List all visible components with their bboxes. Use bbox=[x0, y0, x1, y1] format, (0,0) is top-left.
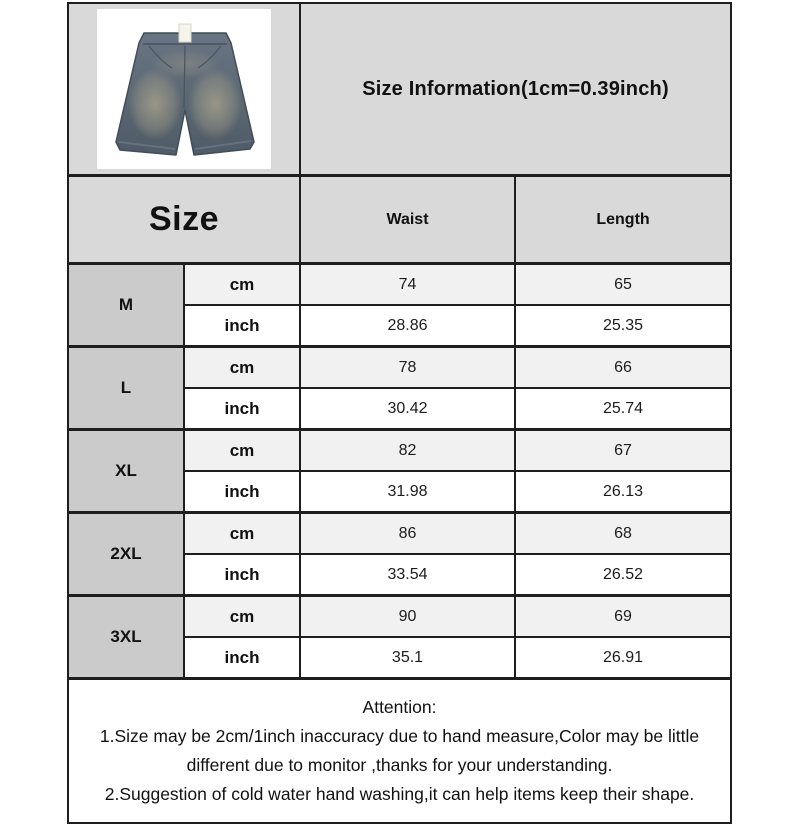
size-column-header: Size bbox=[68, 176, 300, 264]
size-label-xl: XL bbox=[68, 430, 184, 513]
waist-inch-value: 30.42 bbox=[300, 388, 515, 430]
product-photo-cell bbox=[68, 3, 300, 176]
waist-inch-value: 35.1 bbox=[300, 637, 515, 679]
waist-cm-value: 74 bbox=[300, 264, 515, 306]
length-column-header: Length bbox=[515, 176, 731, 264]
length-cm-value: 65 bbox=[515, 264, 731, 306]
waist-cm-value: 90 bbox=[300, 596, 515, 638]
length-inch-value: 26.52 bbox=[515, 554, 731, 596]
size-label-m: M bbox=[68, 264, 184, 347]
waist-cm-value: 86 bbox=[300, 513, 515, 555]
waist-cm-value: 82 bbox=[300, 430, 515, 472]
product-photo bbox=[97, 9, 271, 169]
unit-label-cm: cm bbox=[184, 264, 300, 306]
waist-cm-value: 78 bbox=[300, 347, 515, 389]
unit-label-cm: cm bbox=[184, 513, 300, 555]
unit-label-inch: inch bbox=[184, 305, 300, 347]
size-information-table bbox=[67, 2, 732, 824]
waist-inch-value: 28.86 bbox=[300, 305, 515, 347]
unit-label-cm: cm bbox=[184, 430, 300, 472]
waist-inch-value: 31.98 bbox=[300, 471, 515, 513]
length-cm-value: 66 bbox=[515, 347, 731, 389]
size-label-l: L bbox=[68, 347, 184, 430]
attention-line-3: 2.Suggestion of cold water hand washing,it can help items keep their shape. bbox=[104, 784, 695, 804]
unit-label-inch: inch bbox=[184, 388, 300, 430]
length-inch-value: 25.35 bbox=[515, 305, 731, 347]
attention-title: Attention: bbox=[362, 697, 437, 717]
length-cm-value: 67 bbox=[515, 430, 731, 472]
unit-label-cm: cm bbox=[184, 596, 300, 638]
length-inch-value: 26.91 bbox=[515, 637, 731, 679]
denim-shorts-image bbox=[97, 9, 271, 169]
unit-label-inch: inch bbox=[184, 471, 300, 513]
waist-inch-value: 33.54 bbox=[300, 554, 515, 596]
size-label-2xl: 2XL bbox=[68, 513, 184, 596]
length-inch-value: 26.13 bbox=[515, 471, 731, 513]
waist-column-header: Waist bbox=[300, 176, 515, 264]
size-label-3xl: 3XL bbox=[68, 596, 184, 679]
unit-label-inch: inch bbox=[184, 637, 300, 679]
unit-label-inch: inch bbox=[184, 554, 300, 596]
attention-line-1: 1.Size may be 2cm/1inch inaccuracy due to hand measure,Color may be little bbox=[99, 726, 700, 746]
length-cm-value: 69 bbox=[515, 596, 731, 638]
length-inch-value: 25.74 bbox=[515, 388, 731, 430]
attention-note bbox=[68, 679, 731, 824]
attention-line-2: different due to monitor ,thanks for your understanding. bbox=[186, 755, 613, 775]
size-information-title: Size Information(1cm=0.39inch) bbox=[300, 3, 731, 176]
unit-label-cm: cm bbox=[184, 347, 300, 389]
length-cm-value: 68 bbox=[515, 513, 731, 555]
